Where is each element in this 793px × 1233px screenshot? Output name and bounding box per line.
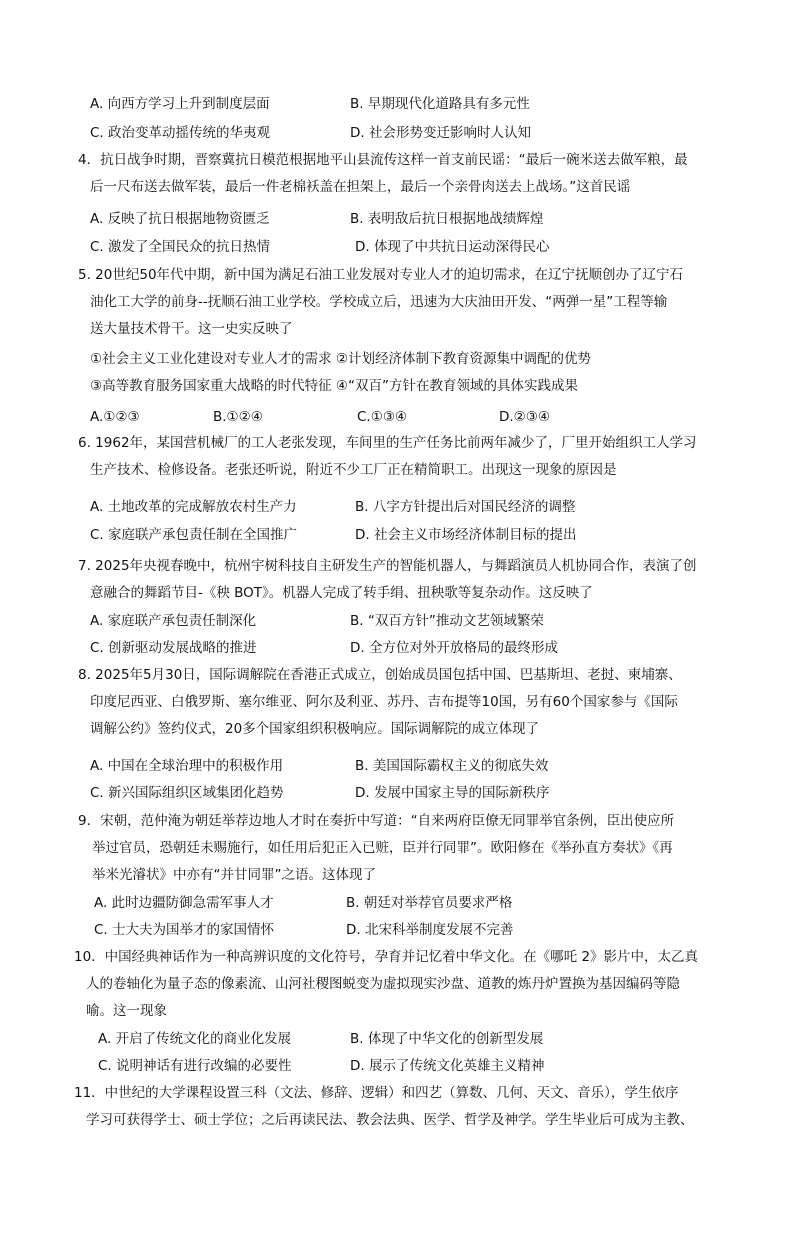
q5-option-d: D.②③④ — [499, 409, 550, 425]
q3-option-c: C. 政治变革动摇传统的华夷观 — [90, 125, 271, 141]
q9-option-c: C. 士大夫为国举才的家国情怀 — [94, 922, 275, 938]
q10-option-d: D. 展示了传统文化英雄主义精神 — [350, 1058, 545, 1074]
q5-item-line-1: ①社会主义工业化建设对专业人才的需求 ②计划经济体制下教育资源集中调配的优势 — [90, 351, 591, 367]
q5-stem-line-3: 送大量技术骨干。这一史实反映了 — [90, 321, 293, 337]
q4-option-c: C. 激发了全国民众的抗日热情 — [90, 239, 271, 255]
q5-option-b: B.①②④ — [213, 409, 263, 425]
q6-stem-line-1: 6. 1962年，某国营机械厂的工人老张发现，车间里的生产任务比前两年减少了，厂里开始组织工人学习 — [78, 435, 697, 451]
q5-option-c: C.①③④ — [357, 409, 408, 425]
q5-item-line-2: ③高等教育服务国家重大战略的时代特征 ④“双百”方针在教育领域的具体实践成果 — [90, 378, 578, 394]
q7-option-b: B. “双百方针”推动文艺领域繁荣 — [350, 613, 544, 629]
q6-option-a: A. 土地改革的完成解放农村生产力 — [90, 499, 297, 515]
q10-option-b: B. 体现了中华文化的创新型发展 — [350, 1031, 544, 1047]
q8-stem-line-3: 调解公约》签约仪式，20多个国家组织积极响应。国际调解院的成立体现了 — [90, 721, 540, 737]
q8-option-d: D. 发展中国家主导的国际新秩序 — [355, 785, 550, 801]
q7-stem-line-2: 意融合的舞蹈节目-《秧 BOT》。机器人完成了转手绢、扭秧歌等复杂动作。这反映了 — [90, 585, 593, 601]
q8-option-c: C. 新兴国际组织区域集团化趋势 — [90, 785, 284, 801]
q9-stem-line-1: 9．宋朝，范仲淹为朝廷举荐边地人才时在奏折中写道：“自来两府臣僚无同罪举官条例，臣出使应所 — [78, 813, 675, 829]
q6-option-c: C. 家庭联产承包责任制在全国推广 — [90, 527, 298, 543]
q7-option-c: C. 创新驱动发展战略的推进 — [90, 640, 257, 656]
q4-stem-line-1: 4．抗日战争时期，晋察冀抗日模范根据地平山县流传这样一首支前民谣：“最后一碗米送去做军粮，最 — [78, 152, 688, 168]
q10-stem-line-3: 喻。这一现象 — [86, 1003, 167, 1019]
q8-stem-line-1: 8. 2025年5月30日，国际调解院在香港正式成立，创始成员国包括中国、巴基斯坦、老挝、柬埔寨、 — [78, 667, 682, 683]
q9-stem-line-2: 举过官员，恐朝廷未赐施行，如任用后犯正入已赃，臣并行同罪”。欧阳修在《举孙直方奏状》《再 — [92, 840, 673, 856]
q3-option-a: A. 向西方学习上升到制度层面 — [90, 96, 270, 112]
q5-stem-line-1: 5. 20世纪50年代中期，新中国为满足石油工业发展对专业人才的迫切需求，在辽宁抚顺创办了辽宁石 — [78, 267, 684, 283]
q7-option-a: A. 家庭联产承包责任制深化 — [90, 613, 257, 629]
q9-option-a: A. 此时边疆防御急需军事人才 — [94, 895, 274, 911]
q9-stem-line-3: 举米光濬状》中亦有“并甘同罪”之语。这体现了 — [92, 867, 376, 883]
q7-stem-line-1: 7. 2025年央视春晚中，杭州宇树科技自主研发生产的智能机器人，与舞蹈演员人机协同合作，表演了创 — [78, 558, 697, 574]
q10-stem-line-1: 10．中国经典神话作为一种高辨识度的文化符号，孕育并记忆着中华文化。在《哪吒 2》影片中，太乙真 — [74, 949, 699, 965]
q4-option-a: A. 反映了抗日根据地物资匮乏 — [90, 211, 270, 227]
q6-stem-line-2: 生产技术、检修设备。老张还听说，附近不少工厂正在精简职工。出现这一现象的原因是 — [90, 462, 617, 478]
q10-option-a: A. 开启了传统文化的商业化发展 — [98, 1031, 292, 1047]
q5-option-a: A.①②③ — [90, 409, 140, 425]
q9-option-d: D. 北宋科举制度发展不完善 — [346, 922, 514, 938]
q4-stem-line-2: 后一尺布送去做军装，最后一件老棉袄盖在担架上，最后一个亲骨肉送去上战场。”这首民谣 — [90, 179, 631, 195]
q10-stem-line-2: 人的卷轴化为量子态的像素流、山河社稷图蜕变为虚拟现实沙盘、道教的炼丹炉置换为基因编码等隐 — [86, 976, 680, 992]
q6-option-d: D. 社会主义市场经济体制目标的提出 — [355, 527, 577, 543]
q3-option-d: D. 社会形势变迁影响时人认知 — [350, 125, 531, 141]
q10-option-c: C. 说明神话有进行改编的必要性 — [98, 1058, 292, 1074]
q9-option-b: B. 朝廷对举荐官员要求严格 — [346, 895, 513, 911]
q7-option-d: D. 全方位对外开放格局的最终形成 — [350, 640, 558, 656]
q3-option-b: B. 早期现代化道路具有多元性 — [350, 96, 530, 112]
q5-stem-line-2: 油化工大学的前身--抚顺石油工业学校。学校成立后，迅速为大庆油田开发、“两弹一星”工程等输 — [90, 294, 668, 310]
q8-option-b: B. 美国国际霸权主义的彻底失效 — [355, 758, 549, 774]
q4-option-b: B. 表明敌后抗日根据地战绩辉煌 — [350, 211, 544, 227]
q11-stem-line-2: 学习可获得学士、硕士学位；之后再读民法、教会法典、医学、哲学及神学。学生毕业后可成为主教、 — [86, 1112, 694, 1128]
q11-stem-line-1: 11．中世纪的大学课程设置三科（文法、修辞、逻辑）和四艺（算数、几何、天文、音乐），学生依序 — [74, 1085, 679, 1101]
q6-option-b: B. 八字方针提出后对国民经济的调整 — [355, 499, 576, 515]
q4-option-d: D. 体现了中共抗日运动深得民心 — [355, 239, 550, 255]
q8-stem-line-2: 印度尼西亚、白俄罗斯、塞尔维亚、阿尔及利亚、苏丹、吉布提等10国，另有60个国家参与《国际 — [90, 694, 678, 710]
q8-option-a: A. 中国在全球治理中的积极作用 — [90, 758, 284, 774]
